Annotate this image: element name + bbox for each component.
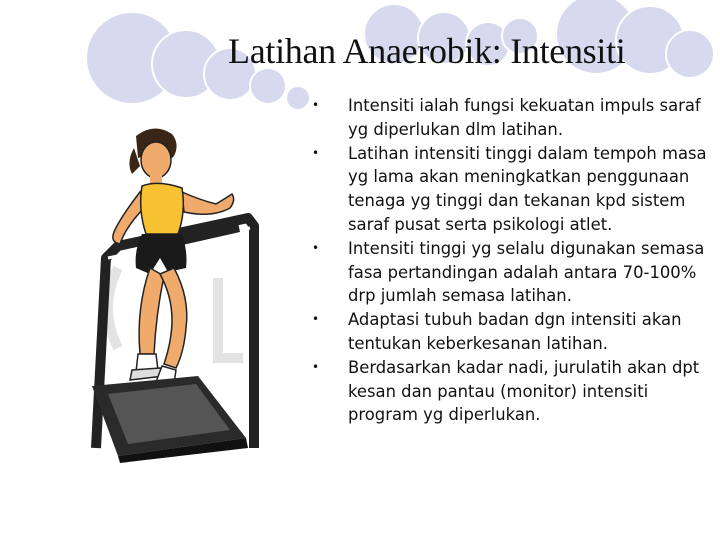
bullet-icon: • xyxy=(312,240,320,255)
bullet-icon: • xyxy=(312,359,320,374)
bullet-icon: • xyxy=(312,98,320,112)
bullet-text: Adaptasi tubuh badan dgn intensiti akan tentukan keberkesanan latihan. xyxy=(348,310,682,353)
bullet-item xyxy=(308,142,718,237)
bullet-text: Berdasarkan kadar nadi, jurulatih akan dpt kesan dan pantau (monitor) intensiti program yg diperlukan. xyxy=(348,357,700,425)
bullet-icon: • xyxy=(312,312,320,327)
bullet-text: Intensiti ialah fungsi kekuatan impuls saraf yg diperlukan dlm latihan. xyxy=(348,96,701,139)
bullet-item xyxy=(308,237,718,308)
bullet-item xyxy=(308,356,718,427)
slide-title: Latihan Anaerobik: Intensiti xyxy=(228,31,626,71)
woman-running-on-treadmill-clipart xyxy=(78,118,268,463)
bullet-list xyxy=(308,94,718,427)
bullet-text: Latihan intensiti tinggi dalam tempoh masa yg lama akan meningkatkan penggunaan tenaga yg tinggi dan tekanan kpd sistem saraf pusat serta psikologi atlet. xyxy=(348,143,707,234)
bullet-icon: • xyxy=(312,145,320,160)
bullet-item xyxy=(308,94,718,142)
bullet-item xyxy=(308,308,718,356)
bullet-text: Intensiti tinggi yg selalu digunakan semasa fasa pertandingan adalah antara 70-100% drp jumlah semasa latihan. xyxy=(348,238,705,306)
